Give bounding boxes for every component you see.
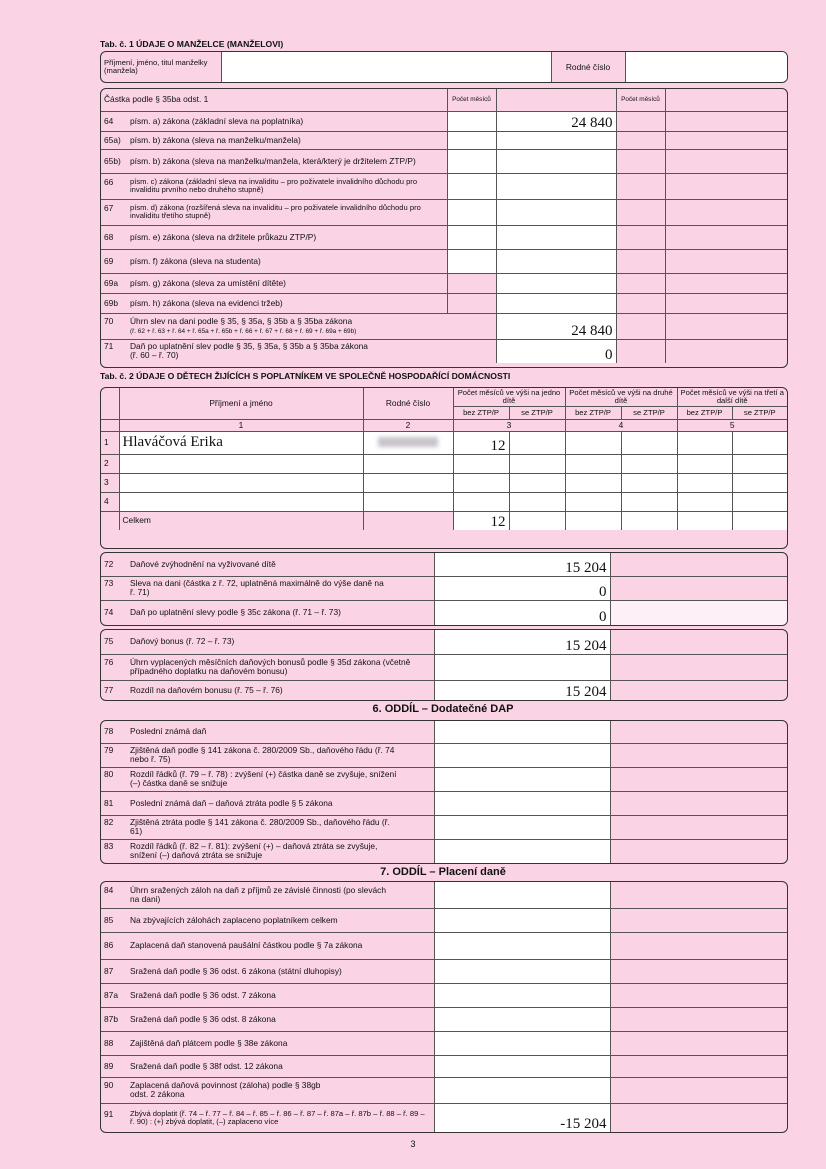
row-69b: 69b písm. h) zákona (sleva na evidenci tržeb) (101, 293, 787, 313)
months-field[interactable] (621, 511, 677, 530)
months-field[interactable] (447, 249, 496, 273)
col-m3-header: Počet měsíců ve výši na třetí a další dítě (677, 388, 787, 406)
months-field[interactable] (677, 511, 732, 530)
months-field[interactable] (732, 454, 787, 473)
row-87a: 87a Sražená daň podle § 36 odst. 7 zákona (101, 983, 787, 1007)
bez-ztp-header: bez ZTP/P (677, 406, 732, 419)
row-65a: 65a) písm. b) zákona (sleva na manželku/manžela) (101, 131, 787, 149)
col-name-header: Příjmení a jméno (119, 388, 363, 419)
col-rc-header: Rodné číslo (363, 388, 453, 419)
tab1-title: Tab. č. 1 ÚDAJE O MANŽELCE (MANŽELOVI) (100, 39, 284, 49)
months-field[interactable] (447, 173, 496, 199)
total-m1-bez[interactable]: 12 (453, 511, 509, 530)
row-69a: 69a písm. g) zákona (sleva za umístění dítěte) (101, 273, 787, 293)
se-ztp-header: se ZTP/P (621, 406, 677, 419)
row-87b-value[interactable] (434, 1007, 610, 1031)
months-header: Počet měsíců (447, 89, 496, 111)
row-87b: 87b Sražená daň podle § 36 odst. 8 zákona (101, 1007, 787, 1031)
total-label: Celkem (119, 511, 363, 530)
months-field[interactable] (509, 473, 565, 492)
child-rc-field[interactable] (363, 473, 453, 492)
col-m2-header: Počet měsíců ve výši na druhé dítě (565, 388, 677, 406)
row-68-value[interactable] (496, 225, 616, 249)
row-84-value[interactable] (434, 882, 610, 908)
row-69: 69 písm. f) zákona (sleva na studenta) (101, 249, 787, 273)
months-field[interactable] (565, 492, 621, 511)
row-70: 70 Úhrn slev na dani podle § 35, § 35a, § 35b a § 35ba zákona (ř. 62 + ř. 63 + ř. 64 + ř. 65a + ř. 65b + ř. 66 + ř. 67 + ř. 68 + ř. 69 + ř. 69a + 69b) 24 840 (101, 313, 787, 339)
child-row-number: 1 (101, 431, 119, 454)
row-74: 74 Daň po uplatnění slevy podle § 35c zákona (ř. 71 – ř. 73) 0 (101, 600, 787, 625)
months-field[interactable] (447, 111, 496, 131)
row-68: 68 písm. e) zákona (sleva na držitele průkazu ZTP/P) (101, 225, 787, 249)
row-72: 72 Daňové zvýhodnění na vyživované dítě 15 204 (101, 553, 787, 576)
row-88-value[interactable] (434, 1031, 610, 1055)
child-rc-field[interactable] (363, 454, 453, 473)
row-91: 91 Zbývá doplatit (ř. 74 – ř. 77 – ř. 84 – ř. 85 – ř. 86 – ř. 87 – ř. 87a – ř. 87b – ř. 88 – ř. 89 – ř. 90) : (+) zbývá doplatit, (–) zaplaceno více -15 204 (101, 1103, 787, 1132)
section-7-table (100, 881, 788, 1133)
row-78-value[interactable] (434, 721, 610, 743)
months-field[interactable] (677, 431, 732, 454)
bez-ztp-header: bez ZTP/P (565, 406, 621, 419)
row-73: 73 Sleva na dani (částka z ř. 72, uplatněná maximálně do výše daně na ř. 71) 0 (101, 576, 787, 600)
row-80: 80 Rozdíl řádků (ř. 79 – ř. 78) : zvýšení (+) částka daně se zvyšuje, snížení (–) částka daně se snižuje (101, 767, 787, 791)
child-row-number: 4 (101, 492, 119, 511)
months-field[interactable] (447, 225, 496, 249)
months-field[interactable] (616, 111, 665, 131)
row-77-value[interactable]: 15 204 (434, 680, 610, 700)
spouse-rc-field[interactable] (625, 52, 787, 82)
row-82: 82 Zjištěná ztráta podle § 141 zákona č. 280/2009 Sb., daňového řádu (ř. 61) (101, 815, 787, 839)
row-67: 67 písm. d) zákona (rozšířená sleva na invaliditu – pro poživatele invalidního důchodu pro invaliditu třetího stupně) (101, 199, 787, 225)
spouse-name-label: Příjmení, jméno, titul manželky (manžela) (101, 52, 221, 82)
col-number: 3 (453, 419, 565, 431)
tab2-title: Tab. č. 2 ÚDAJE O DĚTECH ŽIJÍCÍCH S POPLATNÍKEM VE SPOLEČNĚ HOSPODAŘÍCÍ DOMÁCNOSTI (100, 371, 511, 381)
months-field[interactable] (509, 431, 565, 454)
row-77: 77 Rozdíl na daňovém bonusu (ř. 75 – ř. 76) 15 204 (101, 680, 787, 700)
col-number: 2 (363, 419, 453, 431)
months-field[interactable] (565, 431, 621, 454)
months-field[interactable] (621, 454, 677, 473)
months-field[interactable] (732, 492, 787, 511)
row-65b: 65b) písm. b) zákona (sleva na manželku/manžela, která/který je držitelem ZTP/P) (101, 149, 787, 173)
row-66: 66 písm. c) zákona (základní sleva na invaliditu – pro poživatele invalidního důchodu pro invaliditu prvního nebo druhého stupně) (101, 173, 787, 199)
col-m1-header: Počet měsíců ve výši na jedno dítě (453, 388, 565, 406)
row-65b-value[interactable] (496, 149, 616, 173)
months-field[interactable] (732, 511, 787, 530)
row-78: 78 Poslední známá daň (101, 721, 787, 743)
row-69b-value[interactable] (496, 293, 616, 313)
row-75: 75 Daňový bonus (ř. 72 – ř. 73) 15 204 (101, 630, 787, 654)
row-67-value[interactable] (496, 199, 616, 225)
child-m1-bez-field[interactable] (453, 492, 509, 511)
child-m1-bez-field[interactable] (453, 454, 509, 473)
row-81: 81 Poslední známá daň – daňová ztráta podle § 5 zákona (101, 791, 787, 815)
child-m1-bez-field[interactable] (453, 473, 509, 492)
row-75-value[interactable]: 15 204 (434, 630, 610, 654)
months-field[interactable] (621, 431, 677, 454)
page-number: 3 (410, 1139, 416, 1149)
row-88: 88 Zajištěná daň plátcem podle § 38e zákona (101, 1031, 787, 1055)
row-82-value[interactable] (434, 815, 610, 839)
row-87-value[interactable] (434, 959, 610, 983)
row-86: 86 Zaplacená daň stanovená paušální částkou podle § 7a zákona (101, 932, 787, 959)
months-field[interactable] (447, 293, 496, 313)
months-field[interactable] (509, 454, 565, 473)
months-field[interactable] (677, 473, 732, 492)
row-76: 76 Úhrn vyplacených měsíčních daňových bonusů podle § 35d zákona (včetně případného doplatku na daňovém bonusu) (101, 654, 787, 680)
col-number: 4 (565, 419, 677, 431)
se-ztp-header: se ZTP/P (732, 406, 787, 419)
months-field[interactable] (621, 473, 677, 492)
child-name-field[interactable]: Hlaváčová Erika (119, 431, 363, 454)
months-field[interactable] (677, 492, 732, 511)
row-91-value[interactable]: -15 204 (434, 1103, 610, 1132)
months-field[interactable] (509, 511, 565, 530)
row-72-value[interactable]: 15 204 (434, 553, 610, 576)
row-69a-value[interactable] (496, 273, 616, 293)
row-87: 87 Sražená daň podle § 36 odst. 6 zákona (státní dluhopisy) (101, 959, 787, 983)
section-7-title: 7. ODDÍL – Placení daně (380, 866, 506, 878)
spouse-name-field[interactable] (221, 52, 551, 82)
row-85: 85 Na zbývajících zálohách zaplaceno poplatníkem celkem (101, 908, 787, 932)
children-table (100, 387, 788, 549)
row-84: 84 Úhrn sražených záloh na daň z příjmů ze závislé činnosti (po slevách na dani) (101, 882, 787, 908)
child-row (101, 454, 787, 473)
col-number: 5 (677, 419, 787, 431)
rows-75-77 (100, 629, 788, 701)
child-m1-bez-field[interactable]: 12 (453, 431, 509, 454)
redacted-birth-number (378, 437, 438, 447)
row-64-value[interactable]: 24 840 (496, 111, 616, 131)
row-65a-value[interactable] (496, 131, 616, 149)
row-90: 90 Zaplacená daňová povinnost (záloha) podle § 38gb odst. 2 zákona (101, 1077, 787, 1103)
months-field[interactable] (447, 131, 496, 149)
row-71-value[interactable]: 0 (496, 339, 616, 363)
child-rc-field[interactable] (363, 431, 453, 454)
months-field[interactable] (621, 492, 677, 511)
child-rc-field[interactable] (363, 492, 453, 511)
child-row (101, 492, 787, 511)
row-73-value[interactable]: 0 (434, 576, 610, 600)
row-89: 89 Sražená daň podle § 38f odst. 12 zákona (101, 1055, 787, 1077)
row-71: 71 Daň po uplatnění slev podle § 35, § 35a, § 35b a § 35ba zákona (ř. 60 – ř. 70) 0 (101, 339, 787, 363)
row-79: 79 Zjištěná daň podle § 141 zákona č. 280/2009 Sb., daňového řádu (ř. 74 nebo ř. 75) (101, 743, 787, 767)
row-80-value[interactable] (434, 767, 610, 791)
children-total-row (101, 511, 787, 530)
child-row (101, 473, 787, 492)
row-79-value[interactable] (434, 743, 610, 767)
months-field[interactable] (565, 473, 621, 492)
section-6-table (100, 720, 788, 864)
row-83: 83 Rozdíl řádků (ř. 82 – ř. 81): zvýšení (+) – daňová ztráta se zvyšuje, snížení (–) daňová ztráta se snižuje (101, 839, 787, 863)
row-70-value[interactable]: 24 840 (496, 313, 616, 339)
row-85-value[interactable] (434, 908, 610, 932)
months-field[interactable] (447, 149, 496, 173)
row-90-value[interactable] (434, 1077, 610, 1103)
child-row-number: 3 (101, 473, 119, 492)
months-field[interactable] (565, 511, 621, 530)
row-81-value[interactable] (434, 791, 610, 815)
col-number: 1 (119, 419, 363, 431)
months-field[interactable] (565, 454, 621, 473)
se-ztp-header: se ZTP/P (509, 406, 565, 419)
child-name-field[interactable] (119, 454, 363, 473)
child-name-field[interactable] (119, 473, 363, 492)
row-76-value[interactable] (434, 654, 610, 680)
spouse-info-box (100, 51, 788, 83)
months-field[interactable] (509, 492, 565, 511)
bez-ztp-header: bez ZTP/P (453, 406, 509, 419)
months-field[interactable] (677, 454, 732, 473)
row-89-value[interactable] (434, 1055, 610, 1077)
row-64: 64 písm. a) zákona (základní sleva na poplatníka) 24 840 (101, 111, 787, 131)
months-header-2: Počet měsíců (616, 89, 665, 111)
child-name-field[interactable] (119, 492, 363, 511)
months-field[interactable] (447, 199, 496, 225)
row-74-value[interactable]: 0 (434, 600, 610, 625)
child-row-number: 2 (101, 454, 119, 473)
row-87a-value[interactable] (434, 983, 610, 1007)
section-6-title: 6. ODDÍL – Dodatečné DAP (372, 703, 514, 715)
tab1-header-label: Částka podle § 35ba odst. 1 (101, 89, 447, 111)
months-field[interactable] (732, 473, 787, 492)
months-field[interactable] (447, 273, 496, 293)
spouse-rc-label: Rodné číslo (551, 52, 625, 82)
row-86-value[interactable] (434, 932, 610, 959)
rows-72-74 (100, 552, 788, 626)
months-field[interactable] (732, 431, 787, 454)
tab1-table (100, 88, 788, 368)
row-66-value[interactable] (496, 173, 616, 199)
row-69-value[interactable] (496, 249, 616, 273)
child-row (101, 431, 787, 454)
row-83-value[interactable] (434, 839, 610, 863)
